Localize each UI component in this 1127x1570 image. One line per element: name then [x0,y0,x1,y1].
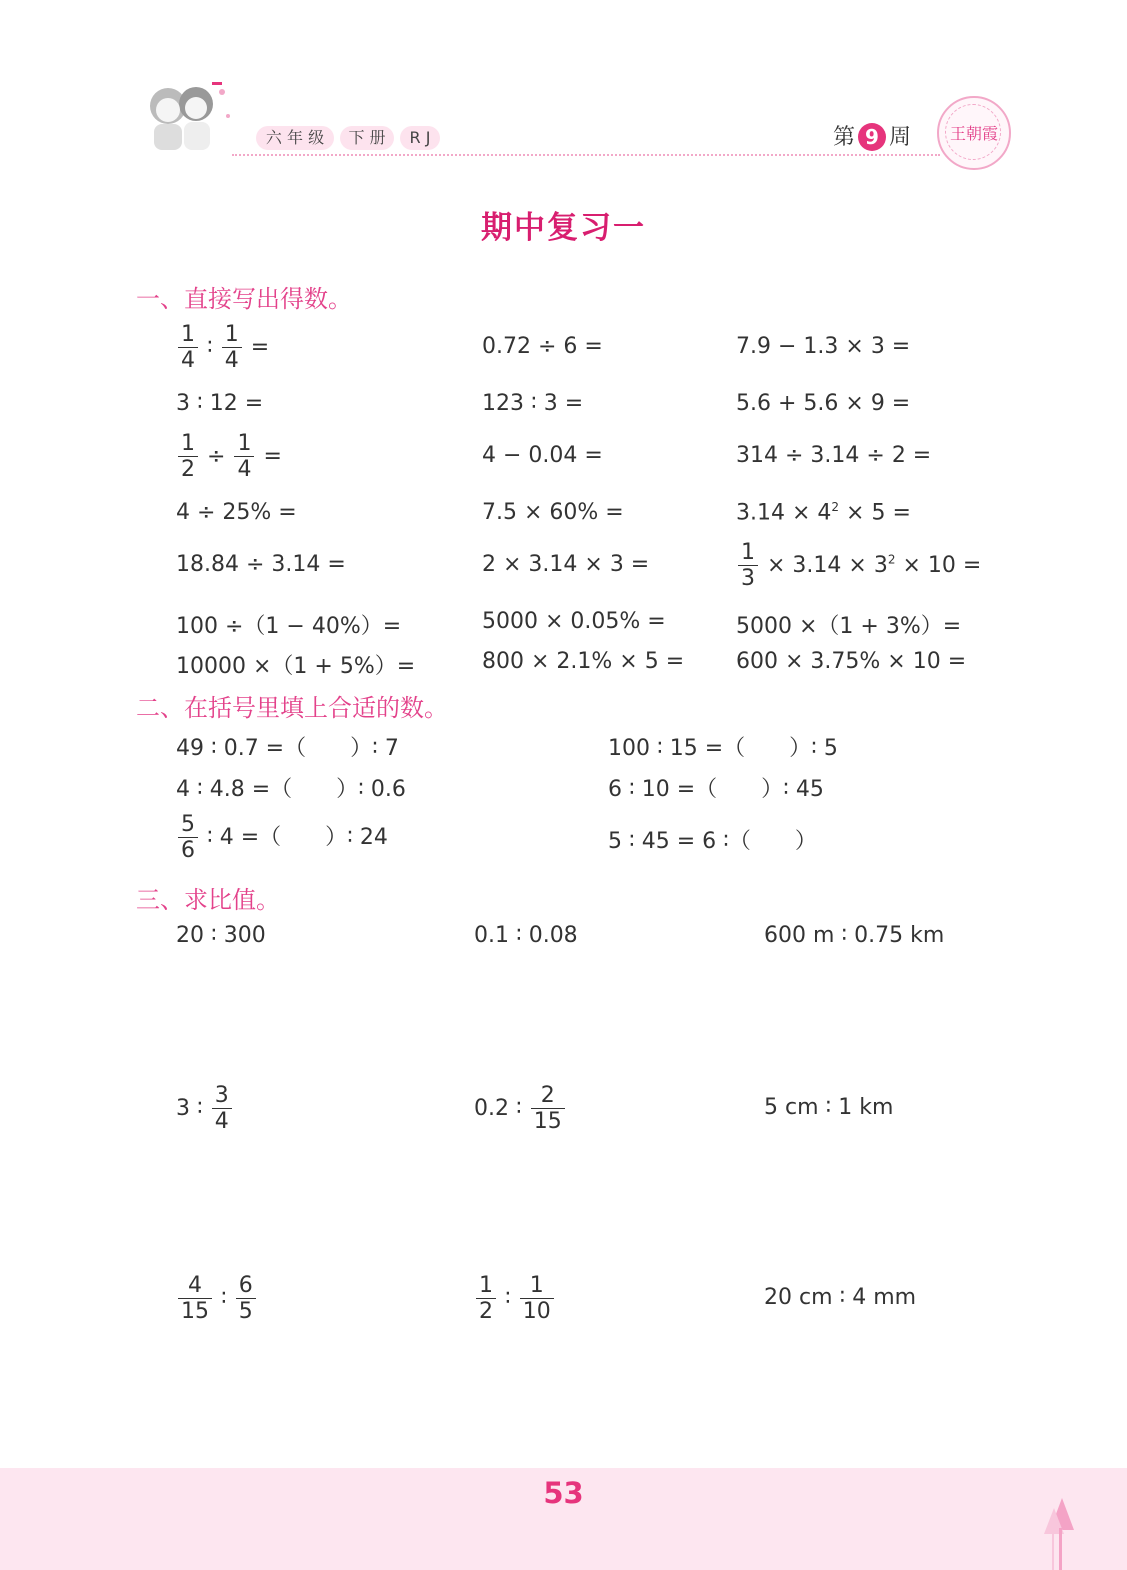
term-label: 下 册 [340,126,394,150]
s1-r1c3: 7.9 − 1.3 × 3 = [736,334,911,359]
s3-r3c1: $\frac{4}{15}$ ∶ $\frac{6}{5}$ [176,1273,258,1325]
kids-illustration [138,76,233,158]
s1-r3c3: 314 ÷ 3.14 ÷ 2 = [736,443,932,468]
s1-r1c2: 0.72 ÷ 6 = [482,334,603,359]
s2-r1c1: 49 ∶ 0.7 =（ ）∶ 7 [176,736,399,761]
s2-r2c2: 6 ∶ 10 =（ ）∶ 45 [608,777,824,802]
s1-r5c3: $\frac{1}{3}$ × $3.14 \times 3^2 \times 10$ = [736,540,981,592]
s3-r3c2: $\frac{1}{2}$ ∶ $\frac{1}{10}$ [474,1273,556,1325]
week-number-badge: 9 [858,123,886,151]
section2-heading: 二、在括号里填上合适的数。 [136,694,448,722]
s1-r2c3: 5.6 + 5.6 × 9 = [736,391,911,416]
s3-r1c3: 600 m ∶ 0.75 km [764,923,945,948]
section3-heading: 三、求比值。 [136,886,280,914]
edition-label: R J [400,126,440,150]
s2-r3c1: $\frac{5}{6}$ ∶ 4 =（ ）∶ 24 [176,812,388,864]
s1-r7c2: 800 × 2.1% × 5 = [482,649,685,674]
s1-r1c1: $\frac{1}{4}$ ∶ $\frac{1}{4}$ = [176,322,269,374]
s2-r1c2: 100 ∶ 15 =（ ）∶ 5 [608,736,838,761]
s1-r6c3: 5000 ×（1 + 3%）= [736,614,962,639]
page-number: 53 [543,1476,584,1510]
week-label: 第 9 周 [833,125,912,150]
s1-r2c2: 123 ∶ 3 = [482,391,584,416]
page-title: 期中复习一 [481,210,646,246]
s1-r4c3: $3.14 \times 4^2 \times 5$ = [736,500,911,526]
s3-r1c2: 0.1 ∶ 0.08 [474,923,578,948]
header-divider [232,154,940,156]
s3-r2c3: 5 cm ∶ 1 km [764,1095,894,1120]
s1-r6c2: 5000 × 0.05% = [482,609,666,634]
s1-r6c1: 100 ÷（1 − 40%）= [176,614,402,639]
s1-r7c1: 10000 ×（1 + 5%）= [176,654,416,679]
s3-r2c2: 0.2 ∶ $\frac{2}{15}$ [474,1083,567,1135]
s3-r1c1: 20 ∶ 300 [176,923,266,948]
s2-r2c1: 4 ∶ 4.8 =（ ）∶ 0.6 [176,777,406,802]
s1-r4c1: 4 ÷ 25% = [176,500,297,525]
grade-label: 六 年 级 [256,126,334,150]
s1-r3c1: $\frac{1}{2}$ ÷ $\frac{1}{4}$ = [176,431,282,483]
s1-r5c2: 2 × 3.14 × 3 = [482,552,650,577]
s3-r2c1: 3 ∶ $\frac{3}{4}$ [176,1083,234,1135]
s1-r5c1: 18.84 ÷ 3.14 = [176,552,346,577]
seal-logo: 王朝霞 [937,96,1011,170]
s2-r3c2: 5 ∶ 45 = 6 ∶（ ） [608,829,817,854]
section1-heading: 一、直接写出得数。 [136,285,352,313]
arrow-decoration-icon [1040,1498,1076,1570]
s3-r3c3: 20 cm ∶ 4 mm [764,1285,917,1310]
s1-r2c1: 3 ∶ 12 = [176,391,264,416]
s1-r7c3: 600 × 3.75% × 10 = [736,649,967,674]
s1-r4c2: 7.5 × 60% = [482,500,624,525]
s1-r3c2: 4 − 0.04 = [482,443,603,468]
